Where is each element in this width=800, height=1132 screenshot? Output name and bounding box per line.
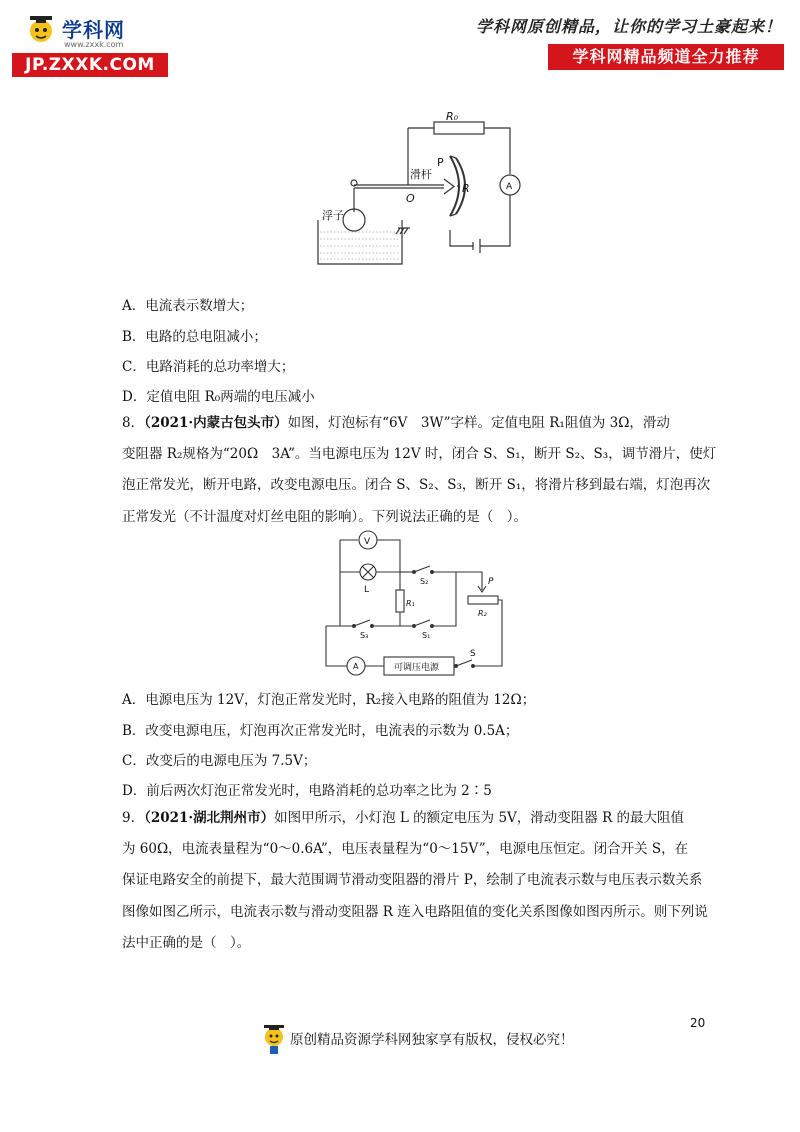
label-o: O bbox=[406, 192, 415, 205]
label-s3: S₃ bbox=[360, 631, 369, 640]
q9-stem-line-3: 保证电路安全的前提下，最大范围调节滑动变阻器的滑片 P，绘制了电流表示数与电压表示数关系 bbox=[122, 872, 703, 888]
float-ball bbox=[343, 209, 365, 231]
q8-stem-line-3: 泡正常发光，断开电路，改变电源电压。闭合 S、S₂、S₃，断开 S₁，将滑片移到最右端，灯泡再次 bbox=[122, 477, 711, 493]
q9-stem-line-4: 图像如图乙所示，电流表示数与滑动变阻器 R 连入电路阻值的变化关系图像如图丙所示。则下列说 bbox=[122, 904, 708, 920]
header-banner[interactable]: 学科网精品频道全力推荐 bbox=[548, 44, 784, 70]
q8-stem-line-1 bbox=[122, 413, 670, 433]
q9-stem-line-2: 为 60Ω，电流表量程为“0～0.6A”，电压表量程为“0～15V”，电源电压恒定。闭合开关 S，在 bbox=[122, 841, 689, 857]
float-gauge-circuit-diagram bbox=[310, 108, 530, 270]
label-source: 可调压电源 bbox=[394, 663, 440, 673]
label-p: P bbox=[437, 156, 444, 169]
label-lamp: L bbox=[364, 585, 370, 595]
label-s: S bbox=[470, 649, 476, 659]
q8-option-c: C．改变后的电源电压为 7.5V； bbox=[122, 753, 317, 769]
resistor-r0 bbox=[434, 122, 484, 134]
page-footer bbox=[262, 1018, 574, 1058]
q8-option-d: D．前后两次灯泡正常发光时，电路消耗的总功率之比为 2∶5 bbox=[122, 783, 492, 799]
q8-text-1: 如图，灯泡标有“6V 3W”字样。定值电阻 R₁阻值为 3Ω，滑动 bbox=[287, 415, 670, 431]
q8-source: （2021·内蒙古包头市） bbox=[144, 415, 288, 431]
q9-stem-line-5: 法中正确的是（ ）。 bbox=[122, 935, 251, 951]
q8-stem-line-4: 正常发光（不计温度对灯丝电阻的影响）。下列说法正确的是（ ）。 bbox=[122, 509, 527, 525]
resistor-r1 bbox=[396, 590, 404, 612]
q9-stem-line-1 bbox=[122, 808, 684, 828]
q9-source: （2021·湖北荆州市） bbox=[144, 810, 275, 826]
rheostat-r2 bbox=[468, 596, 498, 604]
mascot-icon bbox=[262, 1021, 286, 1055]
mascot-icon bbox=[24, 11, 58, 45]
site-logo[interactable] bbox=[10, 10, 160, 75]
label-s1: S₁ bbox=[422, 631, 431, 640]
logo-name: 学科网 bbox=[62, 17, 125, 42]
q7-option-a: A．电流表示数增大； bbox=[122, 298, 254, 314]
label-r1: R₁ bbox=[406, 599, 415, 608]
page-header bbox=[0, 0, 800, 80]
label-p: P bbox=[488, 577, 494, 587]
q7-option-b: B．电路的总电阻减小； bbox=[122, 329, 267, 345]
label-s2: S₂ bbox=[420, 577, 429, 586]
q7-option-c: C．电路消耗的总功率增大； bbox=[122, 359, 295, 375]
q8-option-a: A．电源电压为 12V，灯泡正常发光时，R₂接入电路的阻值为 12Ω； bbox=[122, 692, 536, 708]
label-ammeter: A bbox=[506, 182, 513, 192]
label-voltmeter: V bbox=[364, 537, 371, 547]
q7-option-d: D．定值电阻 R₀两端的电压减小 bbox=[122, 389, 315, 405]
q9-number: 9． bbox=[122, 810, 145, 826]
logo-domain: JP.ZXXK.COM bbox=[12, 53, 168, 77]
q8-option-b: B．改变电源电压，灯泡再次正常发光时，电流表的示数为 0.5A； bbox=[122, 723, 519, 739]
label-slider: 滑杆 bbox=[410, 168, 432, 181]
logo-url: www.zxxk.com bbox=[64, 40, 124, 49]
label-ammeter: A bbox=[353, 662, 359, 671]
lamp-circuit-diagram bbox=[318, 526, 508, 678]
q8-number: 8． bbox=[122, 415, 145, 431]
label-r2: R₂ bbox=[478, 609, 487, 618]
footer-copyright: 原创精品资源学科网独家享有版权，侵权必究！ bbox=[290, 1032, 574, 1048]
q9-text-1: 如图甲所示，小灯泡 L 的额定电压为 5V，滑动变阻器 R 的最大阻值 bbox=[274, 810, 685, 826]
page-number: 20 bbox=[690, 1016, 706, 1030]
label-float: 浮子 bbox=[322, 209, 344, 222]
header-slogan: 学科网原创精品，让你的学习土豪起来！ bbox=[475, 17, 782, 36]
q8-stem-line-2: 变阻器 R₂规格为“20Ω 3A”。当电源电压为 12V 时，闭合 S、S₁，断开 S₂、S₃，调节滑片，使灯 bbox=[122, 446, 717, 462]
label-r: R bbox=[462, 182, 470, 195]
label-r0: R₀ bbox=[446, 110, 459, 123]
